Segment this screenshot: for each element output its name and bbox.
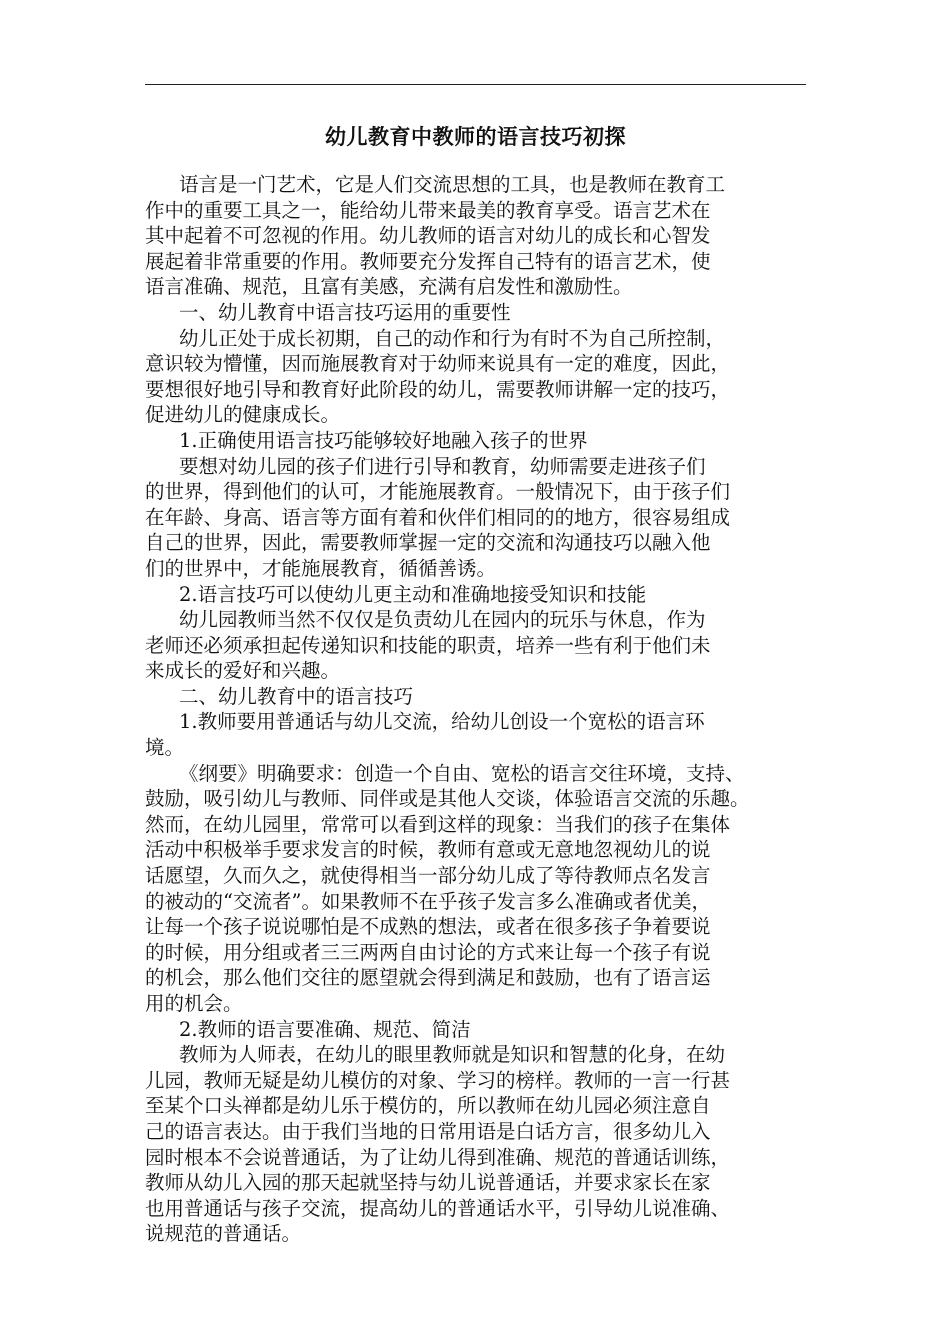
- text-line: 展起着非常重要的作用。教师要充分发挥自己特有的语言艺术，使: [145, 249, 711, 273]
- text-line: 让每一个孩子说说哪怕是不成熟的想法，或者在很多孩子争着要说: [145, 915, 711, 939]
- text-line: 活动中积极举手要求发言的时候，教师有意或无意地忽视幼儿的说: [145, 838, 711, 862]
- text-line: 的机会，那么他们交往的愿望就会得到满足和鼓励，也有了语言运: [145, 966, 711, 990]
- text-line: 的被动的“交流者”。如果教师不在乎孩子发言多么准确或者优美，: [145, 889, 711, 913]
- text-line: 园时根本不会说普通话，为了让幼儿得到准确、规范的普通话训练，: [145, 1145, 731, 1169]
- text-line: 语言准确、规范，且富有美感，充满有启发性和激励性。: [145, 275, 633, 299]
- text-line: 们的世界中，才能施展教育，循循善诱。: [145, 556, 497, 580]
- text-line: 二、幼儿教育中的语言技巧: [179, 684, 414, 708]
- text-line: 老师还必须承担起传递知识和技能的职责，培养一些有利于他们未: [145, 633, 711, 657]
- text-line: 然而，在幼儿园里，常常可以看到这样的现象：当我们的孩子在集体: [145, 812, 731, 836]
- text-line: 语言是一门艺术，它是人们交流思想的工具，也是教师在教育工: [179, 173, 726, 196]
- text-line: 也用普通话与孩子交流，提高幼儿的普通话水平，引导幼儿说准确、: [145, 1196, 731, 1220]
- text-line: 的世界，得到他们的认可，才能施展教育。一般情况下，由于孩子们: [145, 480, 731, 504]
- text-line: 2.教师的语言要准确、规范、简洁: [179, 1017, 471, 1041]
- text-line: 自己的世界，因此，需要教师掌握一定的交流和沟通技巧以融入他: [145, 531, 711, 555]
- text-line: 2.语言技巧可以使幼儿更主动和准确地接受知识和技能: [179, 582, 647, 606]
- text-line: 一、幼儿教育中语言技巧运用的重要性: [179, 300, 511, 324]
- text-line: 己的语言表达。由于我们当地的日常用语是白话方言，很多幼儿入: [145, 1119, 711, 1143]
- text-line: 要想很好地引导和教育好此阶段的幼儿，需要教师讲解一定的技巧，: [145, 377, 731, 401]
- text-line: 用的机会。: [145, 992, 243, 1015]
- text-line: 1.正确使用语言技巧能够较好地融入孩子的世界: [179, 428, 588, 452]
- text-line: 1.教师要用普通话与幼儿交流，给幼儿创设一个宽松的语言环: [179, 710, 705, 734]
- text-line: 《纲要》明确要求：创造一个自由、宽松的语言交往环境，支持、: [179, 761, 745, 785]
- text-line: 的时候，用分组或者三三两两自由讨论的方式来让每一个孩子有说: [145, 940, 711, 964]
- text-line: 幼儿园教师当然不仅仅是负责幼儿在园内的玩乐与休息，作为: [179, 608, 706, 632]
- header-rule: [145, 84, 806, 85]
- document-body: [145, 172, 806, 1247]
- text-line: 意识较为懵懂，因而施展教育对于幼师来说具有一定的难度，因此，: [145, 352, 731, 376]
- text-line: 教师为人师表，在幼儿的眼里教师就是知识和智慧的化身，在幼: [179, 1043, 726, 1067]
- text-line: 至某个口头禅都是幼儿乐于模仿的，所以教师在幼儿园必须注意自: [145, 1094, 711, 1118]
- text-line: 要想对幼儿园的孩子们进行引导和教育，幼师需要走进孩子们: [179, 454, 706, 478]
- text-line: 其中起着不可忽视的作用。幼儿教师的语言对幼儿的成长和心智发: [145, 224, 711, 248]
- text-line: 幼儿正处于成长初期，自己的动作和行为有时不为自己所控制，: [179, 326, 726, 350]
- text-line: 儿园，教师无疑是幼儿模仿的对象、学习的榜样。教师的一言一行甚: [145, 1068, 731, 1092]
- text-line: 境。: [145, 736, 185, 760]
- text-line: 话愿望，久而久之，就使得相当一部分幼儿成了等待教师点名发言: [145, 864, 711, 888]
- text-line: 来成长的爱好和兴趣。: [145, 659, 341, 683]
- text-line: 在年龄、身高、语言等方面有着和伙伴们相同的的地方，很容易组成: [145, 505, 731, 529]
- document-title: 幼儿教育中教师的语言技巧初探: [325, 124, 626, 149]
- text-line: 教师从幼儿入园的那天起就坚持与幼儿说普通话，并要求家长在家: [145, 1171, 711, 1195]
- text-line: 促进幼儿的健康成长。: [145, 403, 341, 427]
- text-line: 鼓励，吸引幼儿与教师、同伴或是其他人交谈，体验语言交流的乐趣。: [145, 787, 750, 811]
- text-line: 说规范的普通话。: [145, 1222, 302, 1246]
- text-line: 作中的重要工具之一，能给幼儿带来最美的教育享受。语言艺术在: [145, 198, 711, 222]
